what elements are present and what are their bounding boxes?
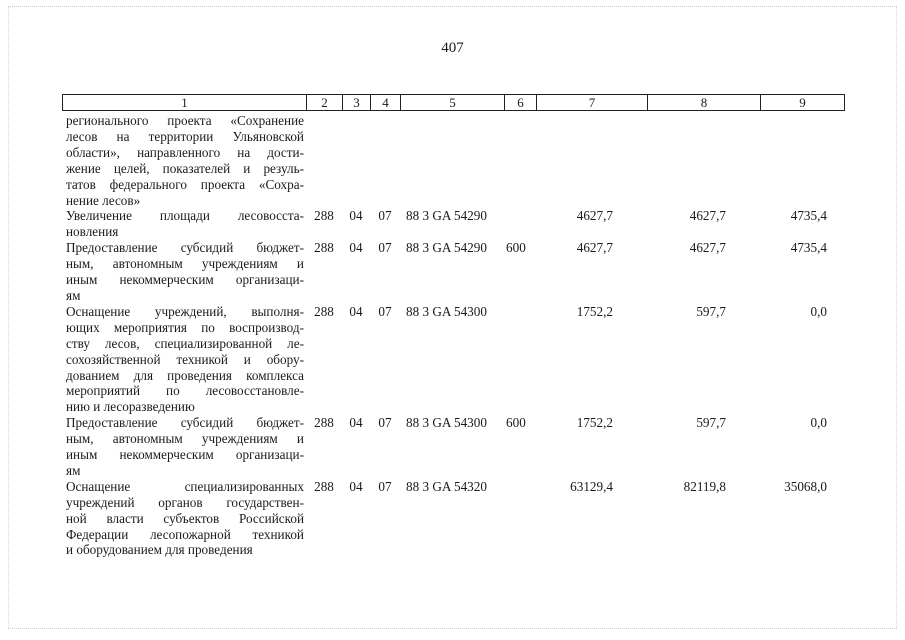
description-line: ной власти субъектов Российской (66, 510, 304, 526)
description-line: Федерации лесопожарной техникой (66, 526, 304, 542)
description-line: ству лесов, специализированной ле- (66, 335, 304, 351)
amount-col9-cell: 4735,4 (790, 240, 827, 256)
page-number: 407 (441, 40, 464, 56)
subsection-code-cell: 07 (378, 415, 392, 431)
table-row (62, 304, 845, 415)
description-line: Увеличение площади лесовосста- (66, 208, 304, 224)
description-line: учреждений органов государствен- (66, 494, 304, 510)
description-line: Оснащение специализированных (66, 478, 304, 494)
target-article-cell: 88 3 GA 54300 (406, 303, 487, 319)
amount-col9-cell: 35068,0 (784, 478, 827, 494)
description-line: дованием для проведения комплекса (66, 367, 304, 383)
column-header: 3 (343, 95, 371, 110)
target-article-cell: 88 3 GA 54290 (406, 240, 487, 256)
scan-border-bottom (8, 628, 897, 629)
description-line: и оборудованием для проведения (66, 542, 253, 558)
column-header: 4 (371, 95, 401, 110)
description-line: татов федерального проекта «Сохра- (66, 176, 304, 192)
scan-border-left (8, 6, 9, 628)
description-line: ным, автономным учреждениям и (66, 431, 304, 447)
column-header: 2 (307, 95, 343, 110)
target-article-cell: 88 3 GA 54290 (406, 208, 487, 224)
amount-col9-cell: 0,0 (810, 303, 827, 319)
amount-col7-cell: 4627,7 (576, 208, 613, 224)
description-line: нение лесов» (66, 192, 141, 208)
description-line: мероприятий по лесовосстановле- (66, 383, 304, 399)
amount-col8-cell: 4627,7 (689, 240, 726, 256)
admin-code-cell: 288 (314, 478, 334, 494)
section-code-cell: 04 (349, 415, 363, 431)
amount-col7-cell: 63129,4 (570, 478, 613, 494)
scan-border-top (8, 6, 897, 7)
column-header: 6 (505, 95, 537, 110)
description-line: нию и лесоразведению (66, 399, 195, 415)
column-header: 5 (401, 95, 505, 110)
table-row (62, 415, 845, 479)
amount-col8-cell: 4627,7 (689, 208, 726, 224)
amount-col7-cell: 1752,2 (576, 415, 613, 431)
scan-border-right (896, 6, 897, 628)
subsection-code-cell: 07 (378, 208, 392, 224)
column-header: 8 (648, 95, 761, 110)
expense-type-cell: 600 (506, 415, 526, 431)
amount-col8-cell: 597,7 (696, 303, 726, 319)
column-header: 1 (63, 95, 307, 110)
table-header (62, 94, 845, 111)
description-line: области», направленного на дости- (66, 144, 304, 160)
description-line: новления (66, 224, 119, 240)
row-description (62, 240, 306, 304)
amount-col9-cell: 0,0 (810, 415, 827, 431)
admin-code-cell: 288 (314, 415, 334, 431)
description-line: регионального проекта «Сохранение (66, 113, 304, 128)
amount-col7-cell: 4627,7 (576, 240, 613, 256)
description-line: жение целей, показателей и резуль- (66, 160, 304, 176)
amount-col8-cell: 82119,8 (683, 478, 726, 494)
row-description (62, 113, 306, 208)
admin-code-cell: 288 (314, 303, 334, 319)
table-row (62, 479, 845, 559)
table-row (62, 240, 845, 304)
row-description (62, 304, 306, 415)
section-code-cell: 04 (349, 240, 363, 256)
target-article-cell: 88 3 GA 54320 (406, 478, 487, 494)
subsection-code-cell: 07 (378, 240, 392, 256)
description-line: ям (66, 462, 81, 478)
admin-code-cell: 288 (314, 208, 334, 224)
description-line: иным некоммерческим организаци- (66, 272, 304, 288)
subsection-code-cell: 07 (378, 303, 392, 319)
amount-col8-cell: 597,7 (696, 415, 726, 431)
section-code-cell: 04 (349, 478, 363, 494)
description-line: сохозяйственной техникой и обору- (66, 351, 304, 367)
description-line: ным, автономным учреждениям и (66, 256, 304, 272)
table-row (62, 113, 845, 208)
description-line: иным некоммерческим организаци- (66, 447, 304, 463)
description-line: Предоставление субсидий бюджет- (66, 240, 304, 256)
section-code-cell: 04 (349, 303, 363, 319)
amount-col7-cell: 1752,2 (576, 303, 613, 319)
row-description (62, 415, 306, 479)
description-line: ям (66, 287, 81, 303)
target-article-cell: 88 3 GA 54300 (406, 415, 487, 431)
table-row (62, 208, 845, 240)
subsection-code-cell: 07 (378, 478, 392, 494)
description-line: ющих мероприятия по воспроизвод- (66, 319, 304, 335)
row-description (62, 479, 306, 559)
description-line: Предоставление субсидий бюджет- (66, 415, 304, 431)
row-description (62, 208, 306, 240)
description-line: Оснащение учреждений, выполня- (66, 303, 304, 319)
admin-code-cell: 288 (314, 240, 334, 256)
section-code-cell: 04 (349, 208, 363, 224)
table-body (62, 113, 845, 558)
amount-col9-cell: 4735,4 (790, 208, 827, 224)
expense-type-cell: 600 (506, 240, 526, 256)
column-header: 9 (799, 95, 806, 110)
description-line: лесов на территории Ульяновской (66, 128, 304, 144)
column-header: 7 (537, 95, 648, 110)
